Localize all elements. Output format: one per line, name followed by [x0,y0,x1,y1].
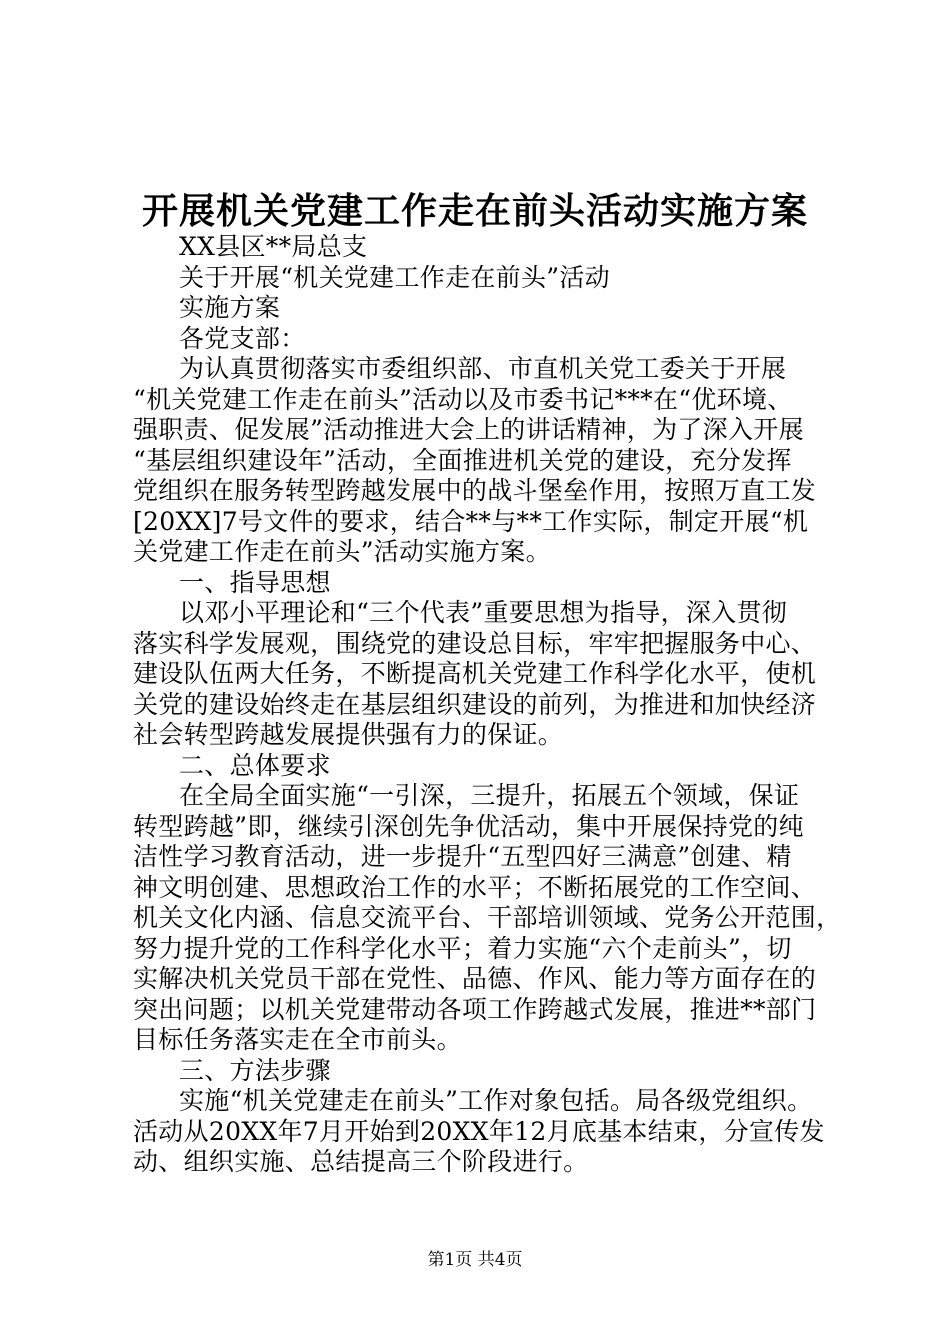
paragraph-line: 强职责、促发展”活动推进大会上的讲话精神，为了深入开展 [133,415,804,444]
document-body [133,232,842,1178]
section1-heading: 一、指导思想 [179,567,331,597]
page-footer: 第1页 共4页 [427,1250,523,1270]
section1-paragraph [133,598,833,751]
header-line: 实施方案 [179,293,281,322]
paragraph-line: 以邓小平理论和“三个代表”重要思想为指导，深入贯彻 [179,598,788,627]
paragraph-line: 党组织在服务转型跨越发展中的战斗堡垒作用，按照万直工发 [133,476,817,505]
paragraph-line: 活动从20XX年7月开始到20XX年12月底基本结束，分宣传发 [133,1116,825,1146]
paragraph-line: “机关党建工作走在前头”活动以及市委书记***在“优环境、 [133,384,793,414]
paragraph-line: “基层组织建设年”活动，全面推进机关党的建设，充分发挥 [133,445,792,475]
header-line: 各党支部： [179,323,306,353]
paragraph-line: 动、组织实施、总结提高三个阶段进行。 [133,1147,589,1176]
section-heading [133,1056,833,1087]
header-line: XX县区**局总支 [179,232,368,261]
paragraph-line: 社会转型跨越发展提供强有力的保证。 [133,720,564,749]
section2-heading: 二、总体要求 [179,750,331,780]
paragraph-line: 机关文化内涵、信息交流平台、干部培训领域、党务公开范围， [133,903,842,932]
paragraph-line: [20XX]7号文件的要求，结合**与**工作实际，制定开展“机 [133,506,809,536]
header-line: 关于开展“机关党建工作走在前头”活动 [179,262,610,292]
paragraph-line: 实解决机关党员干部在党性、品德、作风、能力等方面存在的 [133,964,817,993]
paragraph-line: 洁性学习教育活动，进一步提升“五型四好三满意”创建、精 [133,842,792,871]
paragraph-line: 转型跨越”即，继续引深创先争优活动，集中开展保持党的纯 [133,811,804,841]
section-heading [133,751,833,782]
section3-paragraph [133,1086,833,1178]
section3-heading: 三、方法步骤 [179,1055,331,1085]
section-heading [133,568,833,599]
intro-paragraph [133,354,833,568]
header-block [133,232,833,354]
paragraph-line: 神文明创建、思想政治工作的水平；不断拓展党的工作空间、 [133,872,817,902]
paragraph-line: 关党的建设始终走在基层组织建设的前列，为推进和加快经济 [133,689,817,719]
paragraph-line: 在全局全面实施“一引深，三提升，拓展五个领域，保证 [179,781,800,810]
paragraph-line: 建设队伍两大任务，不断提高机关党建工作科学化水平，使机 [133,659,817,688]
paragraph-line: 目标任务落实走在全市前头。 [133,1025,462,1054]
document-title: 开展机关党建工作走在前头活动实施方案 [141,190,808,232]
section2-paragraph [133,781,842,1056]
paragraph-line: 为认真贯彻落实市委组织部、市直机关党工委关于开展 [179,354,787,383]
paragraph-line: 努力提升党的工作科学化水平；着力实施“六个走前头”，切 [133,933,792,963]
paragraph-line: 关党建工作走在前头”活动实施方案。 [133,537,551,566]
paragraph-line: 落实科学发展观，围绕党的建设总目标，牢牢把握服务中心、 [133,628,817,658]
paragraph-line: 突出问题；以机关党建带动各项工作跨越式发展，推进**部门 [133,994,817,1024]
paragraph-line: 实施“机关党建走在前头”工作对象包括。局各级党组织。 [179,1086,813,1115]
